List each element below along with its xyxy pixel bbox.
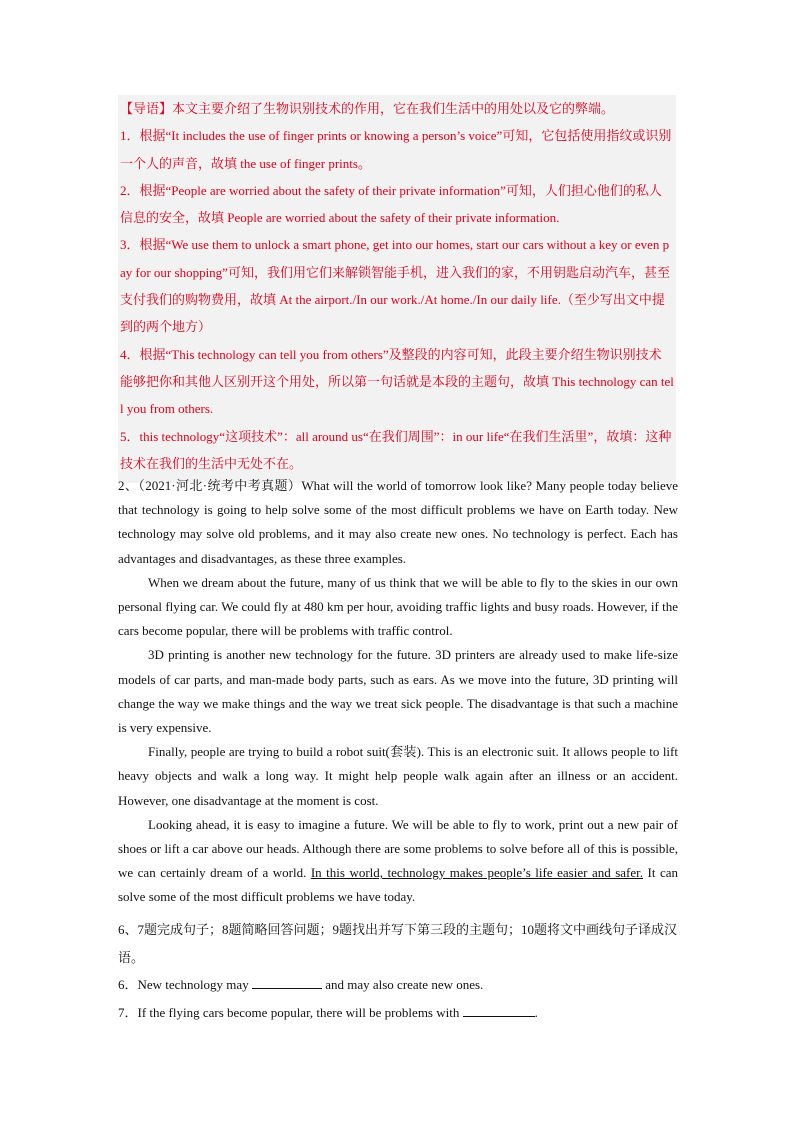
reading-passage (118, 474, 678, 910)
question-section (118, 916, 678, 1026)
paragraph-5-start: Looking ahead, it is easy to imagine a future. We will be able to fly to work, print out a new pair of shoes or lift a car above our heads. Although there are some problems to solve before all of this is possible, we can certainly dream of a world. (118, 816, 678, 881)
passage-paragraph-2: When we dream about the future, many of us think that we will be able to fly to the skies in our own personal flying car. We could fly at 480 km per hour, avoiding traffic lights and busy roads. However, if the cars become popular, there will be problems with traffic control. (118, 574, 678, 639)
answer-1: 1．根据“It includes the use of finger prints or knowing a person’s voice”可知，它包括使用指纹或识别一个人的声音，故填 the use of finger prints。 (120, 128, 672, 171)
question-6-blank[interactable] (252, 974, 322, 989)
question-6-text-end: and may also create new ones. (321, 977, 484, 992)
question-7-text: 7．If the flying cars become popular, there will be problems with (118, 1004, 463, 1020)
answer-explanation-box (118, 95, 676, 483)
question-6-text: 6．New technology may (118, 977, 252, 992)
question-7-blank[interactable] (463, 1002, 535, 1017)
answer-5: 5．this technology“这项技术”：all around us“在我们周围”：in our life“在我们生活里”，故填：这种技术在我们的生活中无处不在。 (120, 428, 672, 471)
answer-4: 4．根据“This technology can tell you from others”及整段的内容可知，此段主要介绍生物识别技术能够把你和其他人区别开这个用处，所以第一句话就是本段的主题句，故填 This technology can tell you from others. (120, 346, 674, 417)
answer-2: 2．根据“People are worried about the safety of their private information”可知，人们担心他们的私人信息的安全，故填 People are worried about the safety of their private information. (120, 182, 662, 226)
paragraph-5-end: It can solve some of the most difficult problems we have today. (118, 865, 678, 905)
question-7-text-end: . (534, 1004, 538, 1020)
question-instruction: 6、7题完成句子；8题简略回答问题；9题找出并写下第三段的主题句；10题将文中画线句子译成汉语。 (118, 922, 678, 965)
question-7 (118, 999, 678, 1027)
passage-paragraph-1: 2、（2021·河北·统考中考真题）What will the world of tomorrow look like? Many people today believe that technology is going to help solve some of the most difficult problems we have on Earth today. New technology may solve old problems, and it may also create new ones. No technology is perfect. Each has advantages and disadvantages, as these three examples. (118, 478, 678, 566)
answer-intro: 【导语】本文主要介绍了生物识别技术的作用，它在我们生活中的用处以及它的弊端。 (120, 101, 615, 116)
question-6 (118, 971, 678, 999)
passage-paragraph-5 (118, 813, 678, 910)
answer-3: 3．根据“We use them to unlock a smart phone, get into our homes, start our cars without a key or even pay for our shopping”可知，我们用它们来解锁智能手机，进入我们的家，不用钥匙启动汽车，甚至支付我们的购物费用，故填 At the airport./In our work./At home./In our daily life.（至少写出文中提到的两个地方） (120, 237, 670, 335)
underlined-sentence: In this world, technology makes people’s life easier and safer. (310, 865, 644, 881)
passage-paragraph-4: Finally, people are trying to build a robot suit(套装). This is an electronic suit. It allows people to lift heavy objects and walk a long way. It might help people walk again after an illness or an accident. However, one disadvantage at the moment is cost. (118, 744, 678, 808)
passage-paragraph-3: 3D printing is another new technology for the future. 3D printers are already used to make life-size models of car parts, and man-made body parts, such as ears. As we move into the future, 3D printing will change the way we make things and the way we treat sick people. The disadvantage is that such a machine is very expensive. (118, 647, 678, 736)
